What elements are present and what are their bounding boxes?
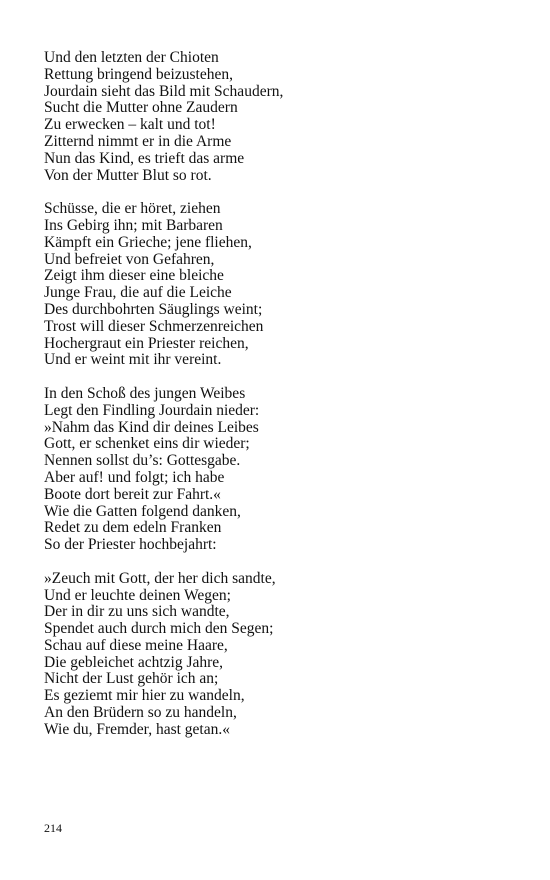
poem-line: An den Brüdern so zu handeln, (44, 704, 237, 722)
stanza-1 (44, 50, 524, 184)
poem-line: Zu erwecken – kalt und tot! (44, 116, 216, 134)
poem-line: Gott, er schenket eins dir wieder; (44, 435, 250, 453)
poem-line: Und befreiet von Gefahren, (44, 250, 215, 268)
stanza-3 (44, 386, 524, 554)
page-number: 214 (44, 821, 62, 835)
poem-line: Nun das Kind, es trieft das arme (44, 149, 245, 167)
poem-line: Von der Mutter Blut so rot. (44, 166, 212, 184)
poem-line: Schau auf diese meine Haare, (44, 636, 228, 654)
poem-line: Rettung bringend beizustehen, (44, 65, 233, 83)
poem-line: Des durchbohrten Säuglings weint; (44, 300, 263, 318)
poem-line: Jourdain sieht das Bild mit Schaudern, (44, 82, 284, 100)
poem-line: Legt den Findling Jourdain nieder: (44, 401, 260, 419)
poem-line: Sucht die Mutter ohne Zaudern (44, 99, 238, 117)
poem-line: Hochergraut ein Priester reichen, (44, 334, 249, 352)
poem-line: Nicht der Lust gehör ich an; (44, 670, 219, 688)
poem-line: Kämpft ein Grieche; jene fliehen, (44, 233, 252, 251)
poem-line: Und den letzten der Chioten (44, 49, 219, 66)
poem-line: Redet zu dem edeln Franken (44, 519, 222, 537)
poem-line: Nennen sollst du’s: Gottesgabe. (44, 452, 241, 470)
poem-line: Und er leuchte deinen Wegen; (44, 586, 231, 604)
poem-line: So der Priester hochbejahrt: (44, 536, 217, 554)
poem-line: Zeigt ihm dieser eine bleiche (44, 267, 224, 285)
poem-line: Ins Gebirg ihn; mit Barbaren (44, 216, 223, 234)
poem-line: »Zeuch mit Gott, der her dich sandte, (44, 569, 276, 587)
poem-line: Schüsse, die er höret, ziehen (44, 200, 221, 218)
poem-line: Und er weint mit ihr vereint. (44, 351, 222, 369)
poem-text (44, 50, 524, 755)
poem-line: Der in dir zu uns sich wandte, (44, 603, 230, 621)
poem-line: Spendet auch durch mich den Segen; (44, 620, 274, 638)
poem-line: »Nahm das Kind dir deines Leibes (44, 418, 259, 436)
stanza-4 (44, 571, 524, 739)
poem-line: Boote dort bereit zur Fahrt.« (44, 485, 221, 503)
poem-line: Wie du, Fremder, hast getan.« (44, 720, 230, 738)
poem-line: Wie die Gatten folgend danken, (44, 502, 241, 520)
poem-line: Junge Frau, die auf die Leiche (44, 284, 232, 302)
poem-line: Es geziemt mir hier zu wandeln, (44, 687, 245, 705)
stanza-2 (44, 201, 524, 369)
poem-line: Die gebleichet achtzig Jahre, (44, 653, 224, 671)
poem-line: In den Schoß des jungen Weibes (44, 384, 246, 402)
poem-line: Zitternd nimmt er in die Arme (44, 132, 232, 150)
poem-line: Aber auf! und folgt; ich habe (44, 468, 225, 486)
poem-line: Trost will dieser Schmerzenreichen (44, 317, 264, 335)
